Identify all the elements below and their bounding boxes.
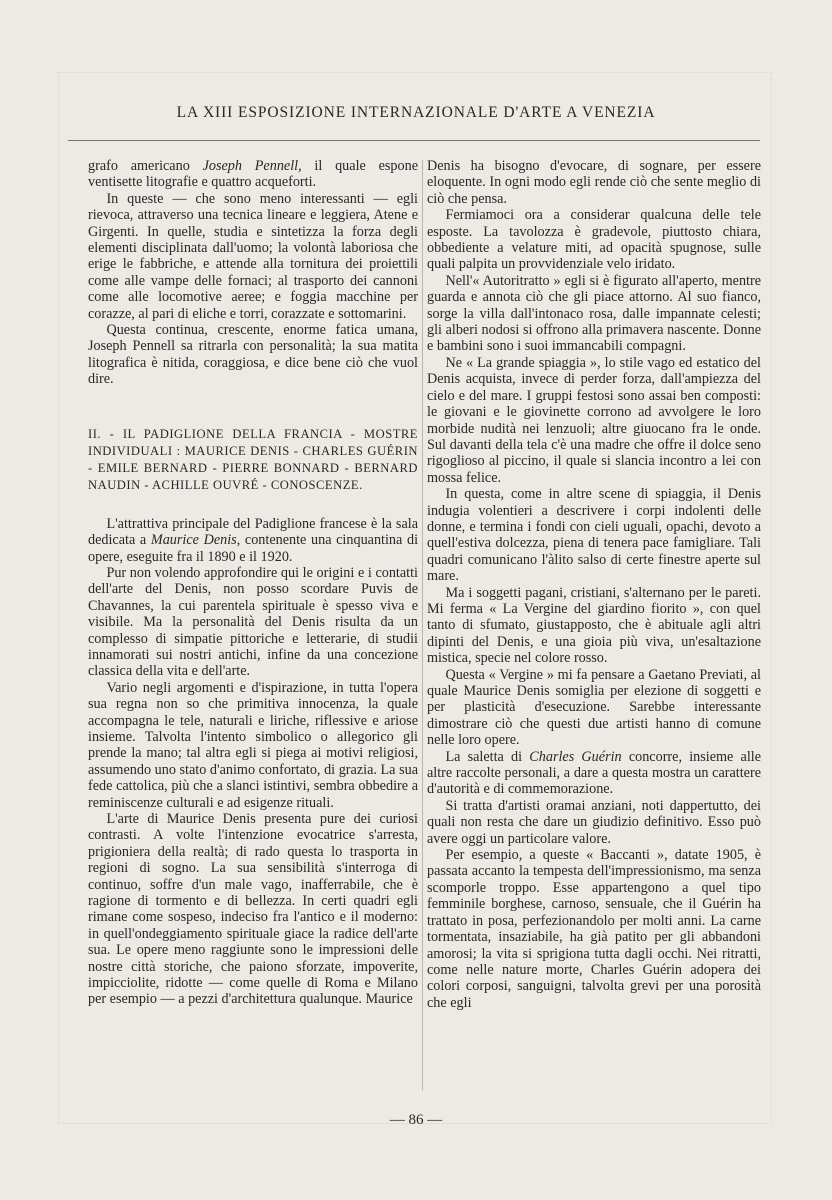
paragraph: grafo americano Joseph Pennell, il quale espone ventisette litografie e quattro acqueforti.: [88, 158, 418, 191]
paragraph: L'arte di Maurice Denis presenta pure dei curiosi contrasti. A volte l'intenzione evocatrice s'arresta, prigioniera della realtà; di rado questa lo trasporta in regioni di sogno. La sua sensibilità s'interroga di continuo, soffre d'un male vago, inafferrabile, che è ragione di tormento e di bellezza. In certi quadri egli rimane come sospeso, indeciso fra l'antico e il moderno: in quell'ondeggiamento spirituale giace la radice dell'arte sua. Le opere meno raggiunte sono le impressioni delle nostre città storiche, che paiono sforzate, impoverite, impicciolite, ridotte — come quelle di Roma e Milano per esempio — a pezzi d'architettura qualunque. Maurice: [88, 811, 418, 1008]
paragraph: Nell'« Autoritratto » egli si è figurato all'aperto, mentre guarda e annota ciò che gli piace attorno. Al suo fianco, sorge la villa dall'intonaco rosa, dalle impannate celesti; gli alberi nodosi si offrono alla primavera nascente. Donne e bambini sono i suoi immancabili compagni.: [427, 272, 761, 355]
column-divider: [422, 160, 423, 1090]
paragraph: Si tratta d'artisti oramai anziani, noti dappertutto, dei quali non resta che dare un giudizio definitivo. Esso può avere oggi un particolare valore.: [427, 797, 761, 847]
artist-name: Maurice Denis,: [150, 532, 241, 549]
paragraph: Ne « La grande spiaggia », lo stile vago ed estatico del Denis acquista, invece di perder forza, dall'ampiezza del cielo e del mare. I gruppi festosi sono assai ben composti: le giovani e le giovinette corrono ad avvolgere le loro morbide nudità nei lenzuoli; altre giuocano fra le onde. Sul davanti della tela c'è una madre che offre il dolce seno rigoglioso al piccino, il quale si slancia incontro a lei con mossa felice.: [427, 354, 761, 486]
paragraph: Vario negli argomenti e d'ispirazione, in tutta l'opera sua regna non so che primitiva innocenza, la quale accompagna le tele, naturali e liriche, riflessive e ariose insieme. Talvolta l'intento simbolico o allegorico gli prende la mano; tal altra egli si piega ai motivi religiosi, assumendo uno stato d'animo confortato, di grazia. La sua fede cattolica, più che a slanci istintivi, sembra obbedire a reminiscenze culturali e ad esigenze rituali.: [88, 679, 418, 811]
left-column: [88, 158, 418, 1008]
artist-name: Charles Guérin: [529, 748, 622, 765]
paragraph: L'attrattiva principale del Padiglione francese è la sala dedicata a Maurice Denis, contenente una cinquantina di opere, eseguite fra il 1890 e il 1920.: [88, 515, 419, 565]
paragraph: Questa continua, crescente, enorme fatica umana, Joseph Pennell sa ritrarla con personalità; la sua matita litografica è nitida, coraggiosa, e dice bene ciò che vuol dire.: [88, 322, 418, 388]
paragraph: Per esempio, a queste « Baccanti », datate 1905, è passata accanto la tempesta dell'impressionismo, ma senza scomporle troppo. Esse appartengono a quel tipo femminile borghese, carnoso, sensuale, che il Guérin ha trattato in posa, perfezionandolo per molti anni. La carne tormentata, insaziabile, ha già patito per gli abbandoni amorosi; la vita si sprigiona tutta dagli occhi. Nei ritratti, come nelle nature morte, Charles Guérin adopera dei colori corposi, sanguigni, talvolta grevi per una porosità che egli: [427, 847, 761, 1011]
artist-name: Joseph Pennell,: [202, 158, 302, 174]
paragraph: Pur non volendo approfondire qui le origini e i contatti dell'arte del Denis, non posso scordare Puvis de Chavannes, la cui parentela spirituale è spesso viva e visibile. Ma la personalità del Denis risulta da un complesso di simpatie pittoriche e letterarie, di studii innamorati sui nostri antichi, infine da una concezione classica della vita e dell'arte.: [88, 564, 418, 680]
paragraph: Denis ha bisogno d'evocare, di sognare, per essere eloquente. In ogni modo egli rende ciò che sente meglio di ciò che pensa.: [427, 158, 761, 207]
header-rule: [68, 140, 760, 141]
paragraph: In queste — che sono meno interessanti — egli rievoca, attraverso una tecnica lineare e leggiera, Atene e Girgenti. In quelle, studia e sintetizza la forza degli elementi disciplinata dall'uomo; la volontà laboriosa che erige le fabbriche, e attende alla tornitura dei proiettili come alle vampe delle fornaci; al trasporto dei cannoni come alle locomotive aeree; e foggia macchine per corazze, al pari di eliche e torri, corazzate e sottomarini.: [88, 190, 418, 322]
right-column: [427, 158, 761, 1011]
running-header: LA XIII ESPOSIZIONE INTERNAZIONALE D'ARTE A VENEZIA: [176, 104, 656, 121]
section-heading: II. - IL PADIGLIONE DELLA FRANCIA - MOSTRE INDIVIDUALI : MAURICE DENIS - CHARLES GUÉRIN - EMILE BERNARD - PIERRE BONNARD - BERNARD NAUDIN - ACHILLE OUVRÉ - CONOSCENZE.: [88, 426, 418, 492]
paragraph: In questa, come in altre scene di spiaggia, il Denis indugia volentieri a descrivere i corpi indolenti delle donne, e termina i fondi con cieli uguali, opachi, devoto a quell'estiva dolcezza, piena di tenera pace famigliare. Tali quadri comunicano l'àlito salso di certe finestre aperte sul mare.: [427, 486, 761, 585]
paragraph: Fermiamoci ora a considerar qualcuna delle tele esposte. La tavolozza è gradevole, piuttosto chiara, obbediente a velature miti, ad opacità spugnose, sulle quali palpita un provvidenziale velo iridato.: [427, 207, 761, 273]
paragraph: La saletta di Charles Guérin concorre, insieme alle altre raccolte personali, a dare a questa mostra un carattere d'autorità e di commemorazione.: [427, 748, 761, 798]
paragraph: Ma i soggetti pagani, cristiani, s'alternano per le pareti. Mi ferma « La Vergine del giardino fiorito », con quel tanto di sfumato, giustapposto, che è abituale agli altri dipinti del Denis, e una gioia più viva, un'esaltazione mistica, specie nel colore rosso.: [427, 584, 761, 667]
paragraph: Questa « Vergine » mi fa pensare a Gaetano Previati, al quale Maurice Denis somiglia per elezione di soggetti e per plasticità d'esecuzione. Sarebbe interessante dimostrare ciò che questi due artisti hanno di comune nelle loro opere.: [427, 666, 761, 749]
page-number: — 86 —: [389, 1112, 443, 1128]
